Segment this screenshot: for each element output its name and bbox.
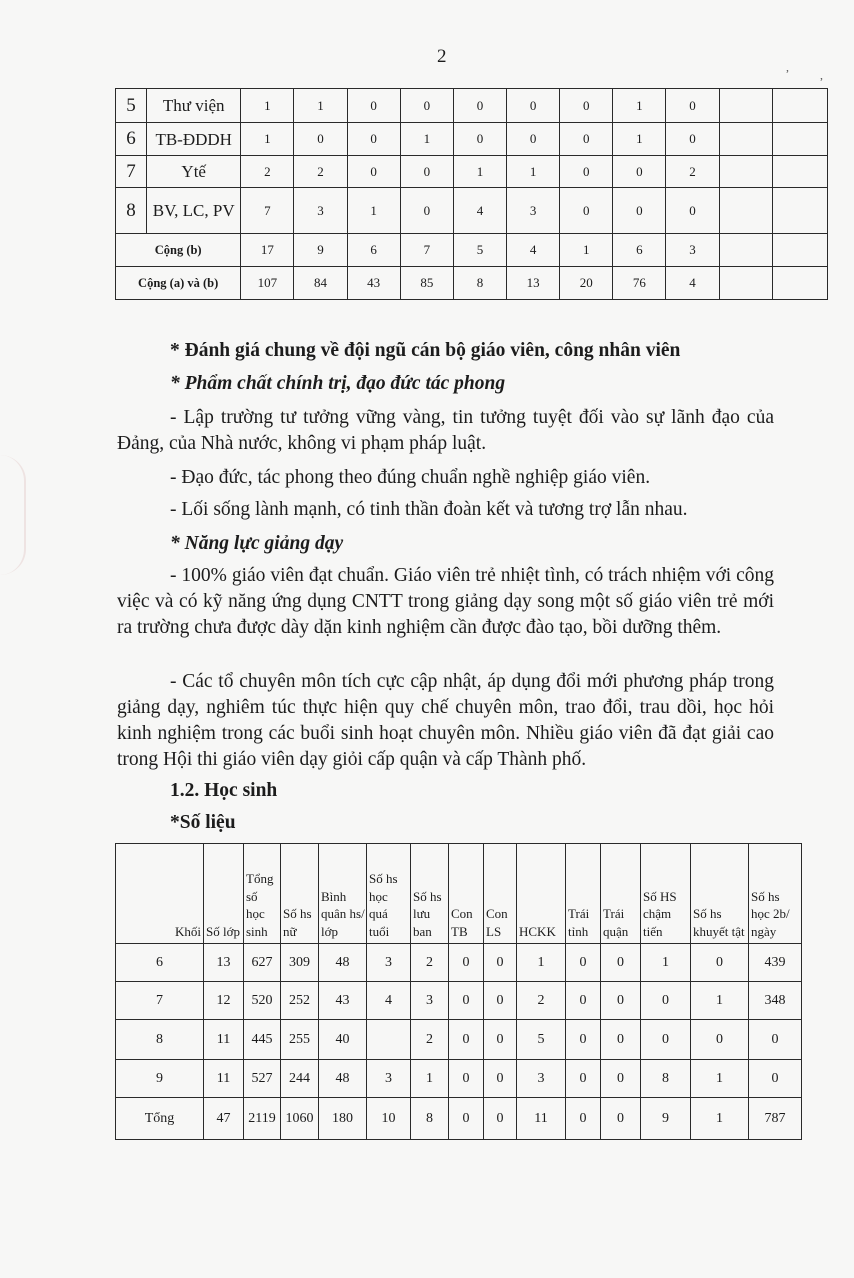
column-header: Số hs học quá tuổi (367, 844, 411, 944)
staff-total-cell: 1 (560, 234, 613, 267)
student-cell: 40 (319, 1020, 367, 1060)
staff-total-cell: 107 (241, 267, 294, 300)
row-number: 5 (116, 89, 147, 123)
staff-cell: 0 (347, 156, 400, 188)
student-cell: 627 (244, 944, 281, 982)
student-row (116, 1020, 802, 1060)
staff-cell: 0 (613, 156, 666, 188)
staff-cell: 0 (613, 188, 666, 234)
grade-label: 9 (116, 1060, 204, 1098)
student-cell: 527 (244, 1060, 281, 1098)
staff-cell: 0 (347, 89, 400, 123)
student-cell: 0 (449, 982, 484, 1020)
staff-cell: 1 (613, 123, 666, 156)
student-cell: 0 (641, 982, 691, 1020)
staff-cell: 0 (560, 188, 613, 234)
column-header: HCKK (517, 844, 566, 944)
student-cell: 0 (566, 1020, 601, 1060)
student-cell: 0 (484, 944, 517, 982)
staff-cell: 0 (453, 123, 506, 156)
staff-cell: 1 (294, 89, 347, 123)
student-cell: 0 (691, 944, 749, 982)
staff-cell: 0 (453, 89, 506, 123)
row-number: 7 (116, 156, 147, 188)
page-number: 2 (437, 46, 447, 67)
student-cell: 43 (319, 982, 367, 1020)
staff-cell: 0 (507, 89, 560, 123)
student-cell: 9 (641, 1098, 691, 1140)
column-header: Tổng số học sinh (244, 844, 281, 944)
staff-cell: 0 (560, 123, 613, 156)
student-cell: 2 (411, 1020, 449, 1060)
student-cell: 0 (641, 1020, 691, 1060)
staff-cell: 1 (400, 123, 453, 156)
staff-cell: 3 (294, 188, 347, 234)
staff-cell: 1 (507, 156, 560, 188)
student-cell: 47 (204, 1098, 244, 1140)
staff-cell: 1 (241, 89, 294, 123)
student-cell: 11 (204, 1020, 244, 1060)
assessment-heading: * Đánh giá chung về đội ngũ cán bộ giáo viên, công nhân viên (170, 340, 681, 361)
student-row (116, 1060, 802, 1098)
staff-total-row (116, 267, 828, 300)
student-cell: 1060 (281, 1098, 319, 1140)
column-header: Con LS (484, 844, 517, 944)
scan-mark: , (820, 68, 823, 82)
student-cell: 3 (367, 944, 411, 982)
political-item-3: - Lối sống lành mạnh, có tinh thần đoàn kết và tương trợ lẫn nhau. (170, 499, 688, 520)
column-header: Số hs học 2b/ ngày (749, 844, 802, 944)
row-number: 6 (116, 123, 147, 156)
staff-row (116, 188, 828, 234)
student-cell: 0 (601, 982, 641, 1020)
student-cell: 0 (749, 1020, 802, 1060)
student-cell: 11 (517, 1098, 566, 1140)
column-header: Bình quân hs/ lớp (319, 844, 367, 944)
student-cell: 3 (517, 1060, 566, 1098)
student-cell: 520 (244, 982, 281, 1020)
student-cell: 439 (749, 944, 802, 982)
student-cell: 0 (601, 944, 641, 982)
staff-cell: 4 (453, 188, 506, 234)
staff-cell: 0 (560, 89, 613, 123)
staff-cell: 0 (400, 188, 453, 234)
staff-total-cell: 4 (666, 267, 719, 300)
grade-label: 6 (116, 944, 204, 982)
column-header: Số hs khuyết tật (691, 844, 749, 944)
staff-cell: 2 (241, 156, 294, 188)
student-row (116, 944, 802, 982)
staff-table (115, 88, 828, 300)
student-cell: 2 (517, 982, 566, 1020)
grade-label: 8 (116, 1020, 204, 1060)
staff-row (116, 156, 828, 188)
staff-cell: 7 (241, 188, 294, 234)
grade-label: 7 (116, 982, 204, 1020)
student-cell: 0 (566, 944, 601, 982)
student-cell: 309 (281, 944, 319, 982)
staff-cell: 0 (400, 89, 453, 123)
staff-cell: 1 (241, 123, 294, 156)
staff-total-cell: 76 (613, 267, 666, 300)
student-cell: 445 (244, 1020, 281, 1060)
student-cell: 2 (411, 944, 449, 982)
student-total-row (116, 1098, 802, 1140)
staff-total-cell: 8 (453, 267, 506, 300)
student-cell: 1 (411, 1060, 449, 1098)
student-cell: 10 (367, 1098, 411, 1140)
staff-cell (719, 188, 772, 234)
students-subheading: *Số liệu (170, 812, 236, 833)
staff-cell: 2 (666, 156, 719, 188)
scan-mark: , (786, 60, 789, 74)
student-cell: 0 (449, 1098, 484, 1140)
staff-total-cell: 5 (453, 234, 506, 267)
staff-total-cell (719, 267, 772, 300)
student-cell: 48 (319, 944, 367, 982)
student-table (115, 843, 802, 1140)
staff-cell: 0 (666, 89, 719, 123)
staff-cell: 3 (507, 188, 560, 234)
staff-total-row (116, 234, 828, 267)
staff-total-cell: 84 (294, 267, 347, 300)
student-cell: 0 (691, 1020, 749, 1060)
staff-role: Thư viện (147, 89, 241, 123)
staff-total-cell: 9 (294, 234, 347, 267)
student-cell: 0 (449, 944, 484, 982)
staff-total-cell (772, 234, 827, 267)
column-header: Khối (116, 844, 204, 944)
political-item-1: - Lập trường tư tưởng vững vàng, tin tưởng tuyệt đối vào sự lãnh đạo của Đảng, của Nhà nước, không vi phạm pháp luật. (117, 407, 774, 454)
student-cell: 3 (367, 1060, 411, 1098)
staff-cell (772, 89, 827, 123)
staff-role: Ytế (147, 156, 241, 188)
column-header: Số HS chậm tiến (641, 844, 691, 944)
column-header: Trái quận (601, 844, 641, 944)
staff-cell (772, 123, 827, 156)
political-heading: * Phẩm chất chính trị, đạo đức tác phong (170, 373, 506, 394)
staff-cell: 1 (347, 188, 400, 234)
staff-total-cell: 43 (347, 267, 400, 300)
student-cell: 0 (484, 1060, 517, 1098)
staff-cell: 0 (666, 123, 719, 156)
student-cell: 1 (691, 982, 749, 1020)
staff-row (116, 123, 828, 156)
student-cell: 1 (691, 1060, 749, 1098)
student-cell (367, 1020, 411, 1060)
student-cell: 180 (319, 1098, 367, 1140)
student-cell: 3 (411, 982, 449, 1020)
faint-stamp-edge (0, 455, 26, 575)
student-cell: 8 (641, 1060, 691, 1098)
staff-total-cell: 3 (666, 234, 719, 267)
staff-cell: 0 (400, 156, 453, 188)
student-cell: 11 (204, 1060, 244, 1098)
student-cell: 0 (601, 1020, 641, 1060)
staff-cell: 0 (560, 156, 613, 188)
student-cell: 0 (484, 1020, 517, 1060)
total-label: Cộng (b) (116, 234, 241, 267)
student-cell: 255 (281, 1020, 319, 1060)
student-cell: 1 (641, 944, 691, 982)
teaching-item-1: - 100% giáo viên đạt chuẩn. Giáo viên trẻ nhiệt tình, có trách nhiệm với công việc và có kỹ năng ứng dụng CNTT trong giảng dạy song một số giáo viên trẻ mới ra trường chưa được dày dặn kinh nghiệm cần được đào tạo, bồi dưỡng thêm. (117, 565, 774, 638)
total-label: Cộng (a) và (b) (116, 267, 241, 300)
column-header: Con TB (449, 844, 484, 944)
staff-total-cell: 85 (400, 267, 453, 300)
student-cell: 13 (204, 944, 244, 982)
student-cell: 1 (517, 944, 566, 982)
staff-cell (719, 156, 772, 188)
teaching-heading: * Năng lực giảng dạy (170, 533, 344, 554)
student-cell: 2119 (244, 1098, 281, 1140)
student-cell: 0 (566, 1060, 601, 1098)
students-heading: 1.2. Học sinh (170, 780, 278, 801)
student-row (116, 982, 802, 1020)
student-cell: 0 (484, 982, 517, 1020)
student-cell: 0 (566, 1098, 601, 1140)
staff-row (116, 89, 828, 123)
student-cell: 48 (319, 1060, 367, 1098)
staff-role: TB-ĐDDH (147, 123, 241, 156)
staff-cell (719, 123, 772, 156)
staff-total-cell: 17 (241, 234, 294, 267)
staff-total-cell: 6 (613, 234, 666, 267)
student-cell: 0 (449, 1060, 484, 1098)
staff-cell: 0 (507, 123, 560, 156)
student-cell: 244 (281, 1060, 319, 1098)
staff-total-cell (719, 234, 772, 267)
column-header: Trái tỉnh (566, 844, 601, 944)
column-header: Số lớp (204, 844, 244, 944)
staff-cell: 2 (294, 156, 347, 188)
staff-cell: 0 (294, 123, 347, 156)
student-cell: 0 (601, 1060, 641, 1098)
student-cell: 0 (749, 1060, 802, 1098)
teaching-item-2: - Các tổ chuyên môn tích cực cập nhật, áp dụng đổi mới phương pháp trong giảng dạy, nghiêm túc thực hiện quy chế chuyên môn, trao đổi, trau dồi, học hỏi kinh nghiệm trong các buổi sinh hoạt chuyên môn. Nhiều giáo viên đã đạt giải cao trong Hội thi giáo viên dạy giỏi cấp quận và cấp Thành phố. (117, 671, 774, 770)
student-cell: 0 (449, 1020, 484, 1060)
student-cell: 12 (204, 982, 244, 1020)
student-cell: 0 (566, 982, 601, 1020)
staff-total-cell: 6 (347, 234, 400, 267)
staff-cell (772, 188, 827, 234)
student-cell: 5 (517, 1020, 566, 1060)
staff-total-cell: 20 (560, 267, 613, 300)
staff-total-cell: 13 (507, 267, 560, 300)
staff-role: BV, LC, PV (147, 188, 241, 234)
grade-label: Tổng (116, 1098, 204, 1140)
staff-cell: 1 (453, 156, 506, 188)
student-cell: 252 (281, 982, 319, 1020)
student-cell: 4 (367, 982, 411, 1020)
staff-total-cell (772, 267, 827, 300)
staff-total-cell: 7 (400, 234, 453, 267)
column-header: Số hs nữ (281, 844, 319, 944)
staff-cell (719, 89, 772, 123)
student-cell: 8 (411, 1098, 449, 1140)
student-cell: 787 (749, 1098, 802, 1140)
student-cell: 1 (691, 1098, 749, 1140)
student-cell: 0 (601, 1098, 641, 1140)
student-table-header (116, 844, 802, 944)
staff-cell: 1 (613, 89, 666, 123)
staff-cell: 0 (666, 188, 719, 234)
column-header: Số hs lưu ban (411, 844, 449, 944)
student-cell: 0 (484, 1098, 517, 1140)
staff-cell (772, 156, 827, 188)
political-item-2: - Đạo đức, tác phong theo đúng chuẩn nghề nghiệp giáo viên. (170, 467, 651, 488)
staff-total-cell: 4 (507, 234, 560, 267)
student-cell: 348 (749, 982, 802, 1020)
staff-cell: 0 (347, 123, 400, 156)
row-number: 8 (116, 188, 147, 234)
